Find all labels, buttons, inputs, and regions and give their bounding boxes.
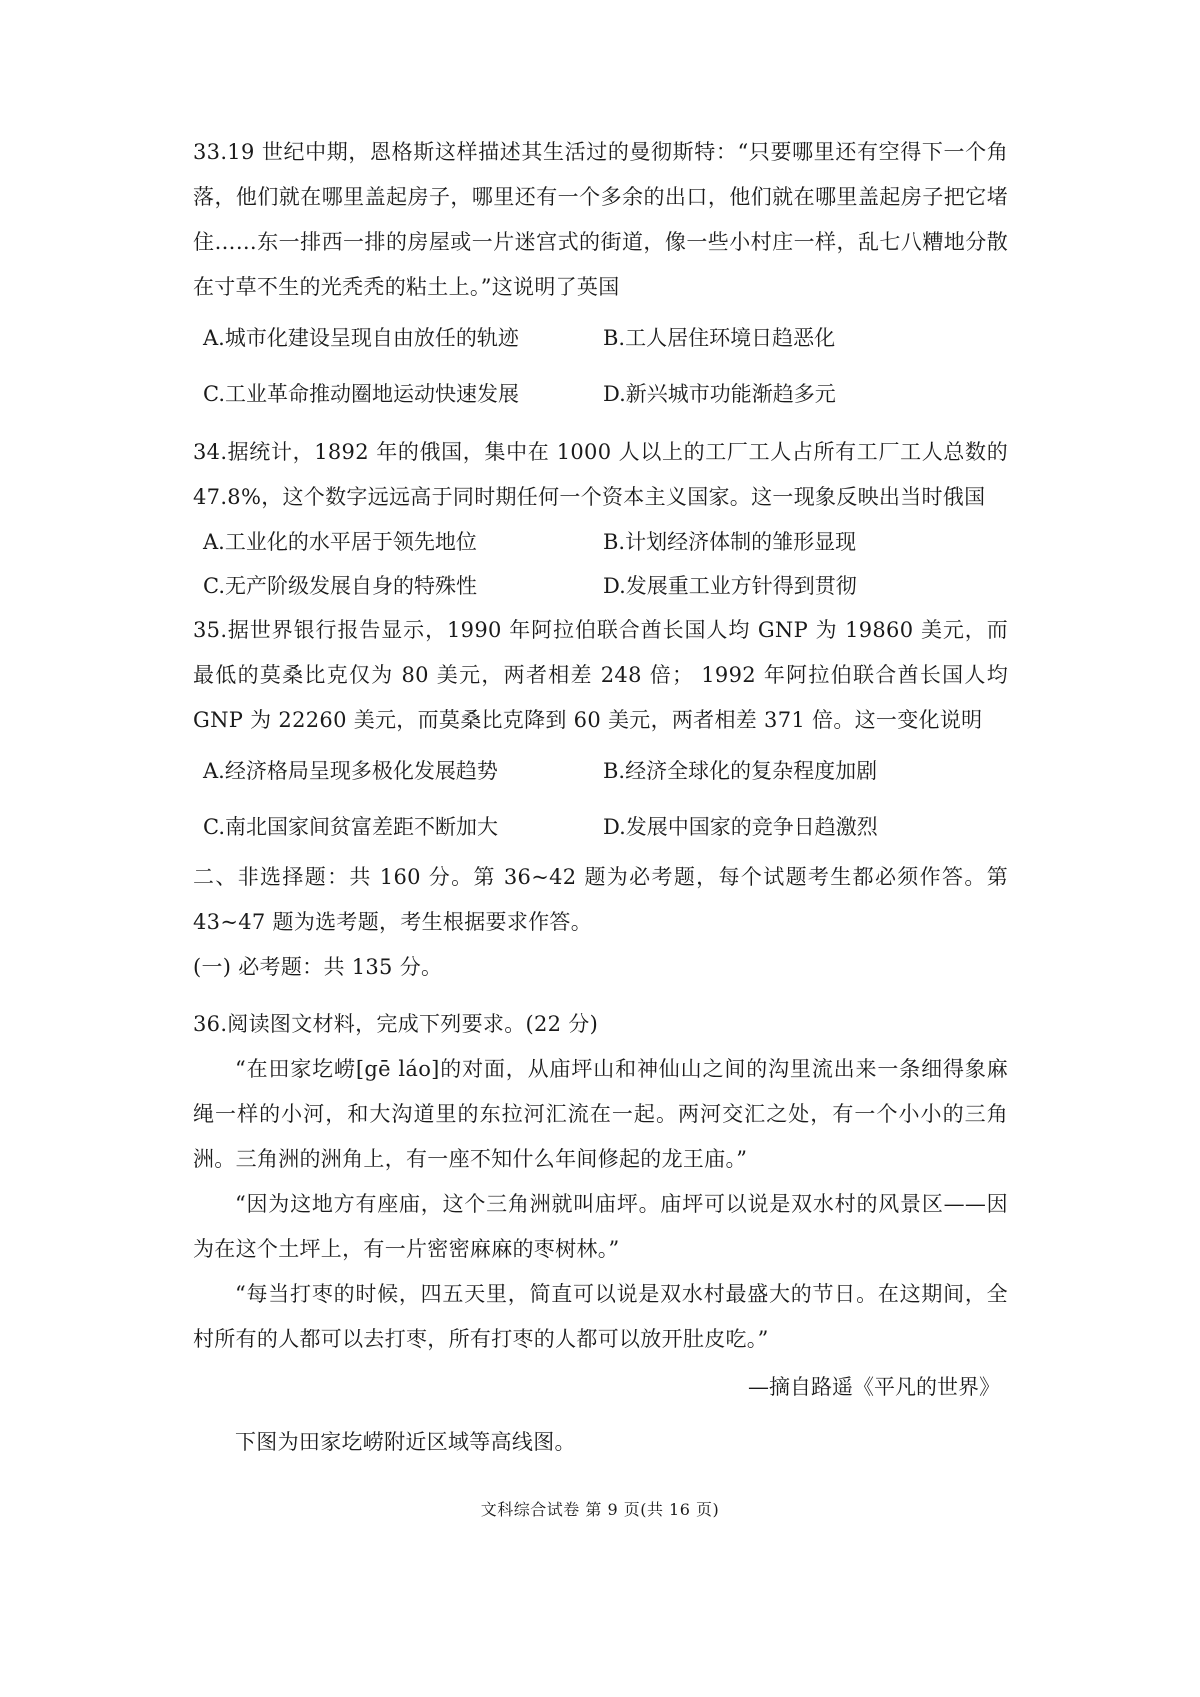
- figure-intro: 下图为田家圪崂附近区域等高线图。: [235, 1430, 576, 1454]
- option-a: A.经济格局呈现多极化发展趋势: [203, 759, 498, 783]
- page-footer: 文科综合试卷 第 9 页(共 16 页): [480, 1500, 720, 1519]
- quote-paragraph: “在田家圪崂[gē láo]的对面，从庙坪山和神仙山之间的沟里流出来一条细得象麻绳一样的小河，和大沟道里的东拉河汇流在一起。两河交汇之处，有一个小小的三角洲。三角洲的洲角上，有一座不知什么年间修起的龙王庙。”: [193, 1057, 1008, 1171]
- question-stem: 36.阅读图文材料，完成下列要求。(22 分): [193, 1012, 599, 1036]
- question-stem: 33.19 世纪中期，恩格斯这样描述其生活过的曼彻斯特：“只要哪里还有空得下一个角落，他们就在哪里盖起房子，哪里还有一个多余的出口，他们就在哪里盖起房子把它堵住……东一排西一排的房屋或一片迷宫式的街道，像一些小村庄一样，乱七八糟地分散在寸草不生的光秃秃的粘土上。”这说明了英国: [193, 140, 1008, 299]
- page-content: [193, 130, 1008, 1465]
- quote-paragraph: “每当打枣的时候，四五天里，简直可以说是双水村最盛大的节日。在这期间，全村所有的人都可以去打枣，所有打枣的人都可以放开肚皮吃。”: [193, 1282, 1008, 1351]
- option-c: C.南北国家间贫富差距不断加大: [203, 815, 498, 839]
- section-subheading: (一) 必考题：共 135 分。: [193, 955, 443, 979]
- option-b: B.经济全球化的复杂程度加剧: [603, 759, 878, 783]
- answer-options: [193, 310, 1008, 422]
- section-heading: 二、非选择题：共 160 分。第 36~42 题为必考题，每个试题考生都必须作答。第 43~47 题为选考题，考生根据要求作答。: [193, 865, 1008, 934]
- question-stem: 34.据统计，1892 年的俄国，集中在 1000 人以上的工厂工人占所有工厂工人总数的 47.8%，这个数字远远高于同时期任何一个资本主义国家。这一现象反映出当时俄国: [193, 440, 1008, 509]
- quote-attribution: —摘自路遥《平凡的世界》: [748, 1375, 1000, 1399]
- question-33: [193, 130, 1008, 422]
- option-d: D.发展中国家的竞争日趋激烈: [603, 815, 878, 839]
- option-d: D.发展重工业方针得到贯彻: [603, 574, 857, 598]
- question-35: [193, 608, 1008, 855]
- option-c: C.无产阶级发展自身的特殊性: [203, 574, 477, 598]
- option-d: D.新兴城市功能渐趋多元: [603, 382, 836, 406]
- option-a: A.工业化的水平居于领先地位: [203, 530, 477, 554]
- option-a: A.城市化建设呈现自由放任的轨迹: [203, 326, 519, 350]
- question-34: [193, 430, 1008, 608]
- question-stem: 35.据世界银行报告显示，1990 年阿拉伯联合酋长国人均 GNP 为 19860 美元，而最低的莫桑比克仅为 80 美元，两者相差 248 倍； 1992 年阿拉伯联合酋长国人均 GNP 为 22260 美元，而莫桑比克降到 60 美元，两者相差 371 倍。这一变化说明: [193, 618, 1008, 732]
- quote-paragraph: “因为这地方有座庙，这个三角洲就叫庙坪。庙坪可以说是双水村的风景区——因为在这个土坪上，有一片密密麻麻的枣树林。”: [193, 1192, 1008, 1261]
- section-2: [193, 855, 1008, 990]
- option-c: C.工业革命推动圈地运动快速发展: [203, 382, 519, 406]
- option-b: B.工人居住环境日趋恶化: [603, 326, 836, 350]
- option-b: B.计划经济体制的雏形显现: [603, 530, 857, 554]
- question-36: [193, 1002, 1008, 1465]
- answer-options: [193, 520, 1008, 608]
- answer-options: [193, 743, 1008, 855]
